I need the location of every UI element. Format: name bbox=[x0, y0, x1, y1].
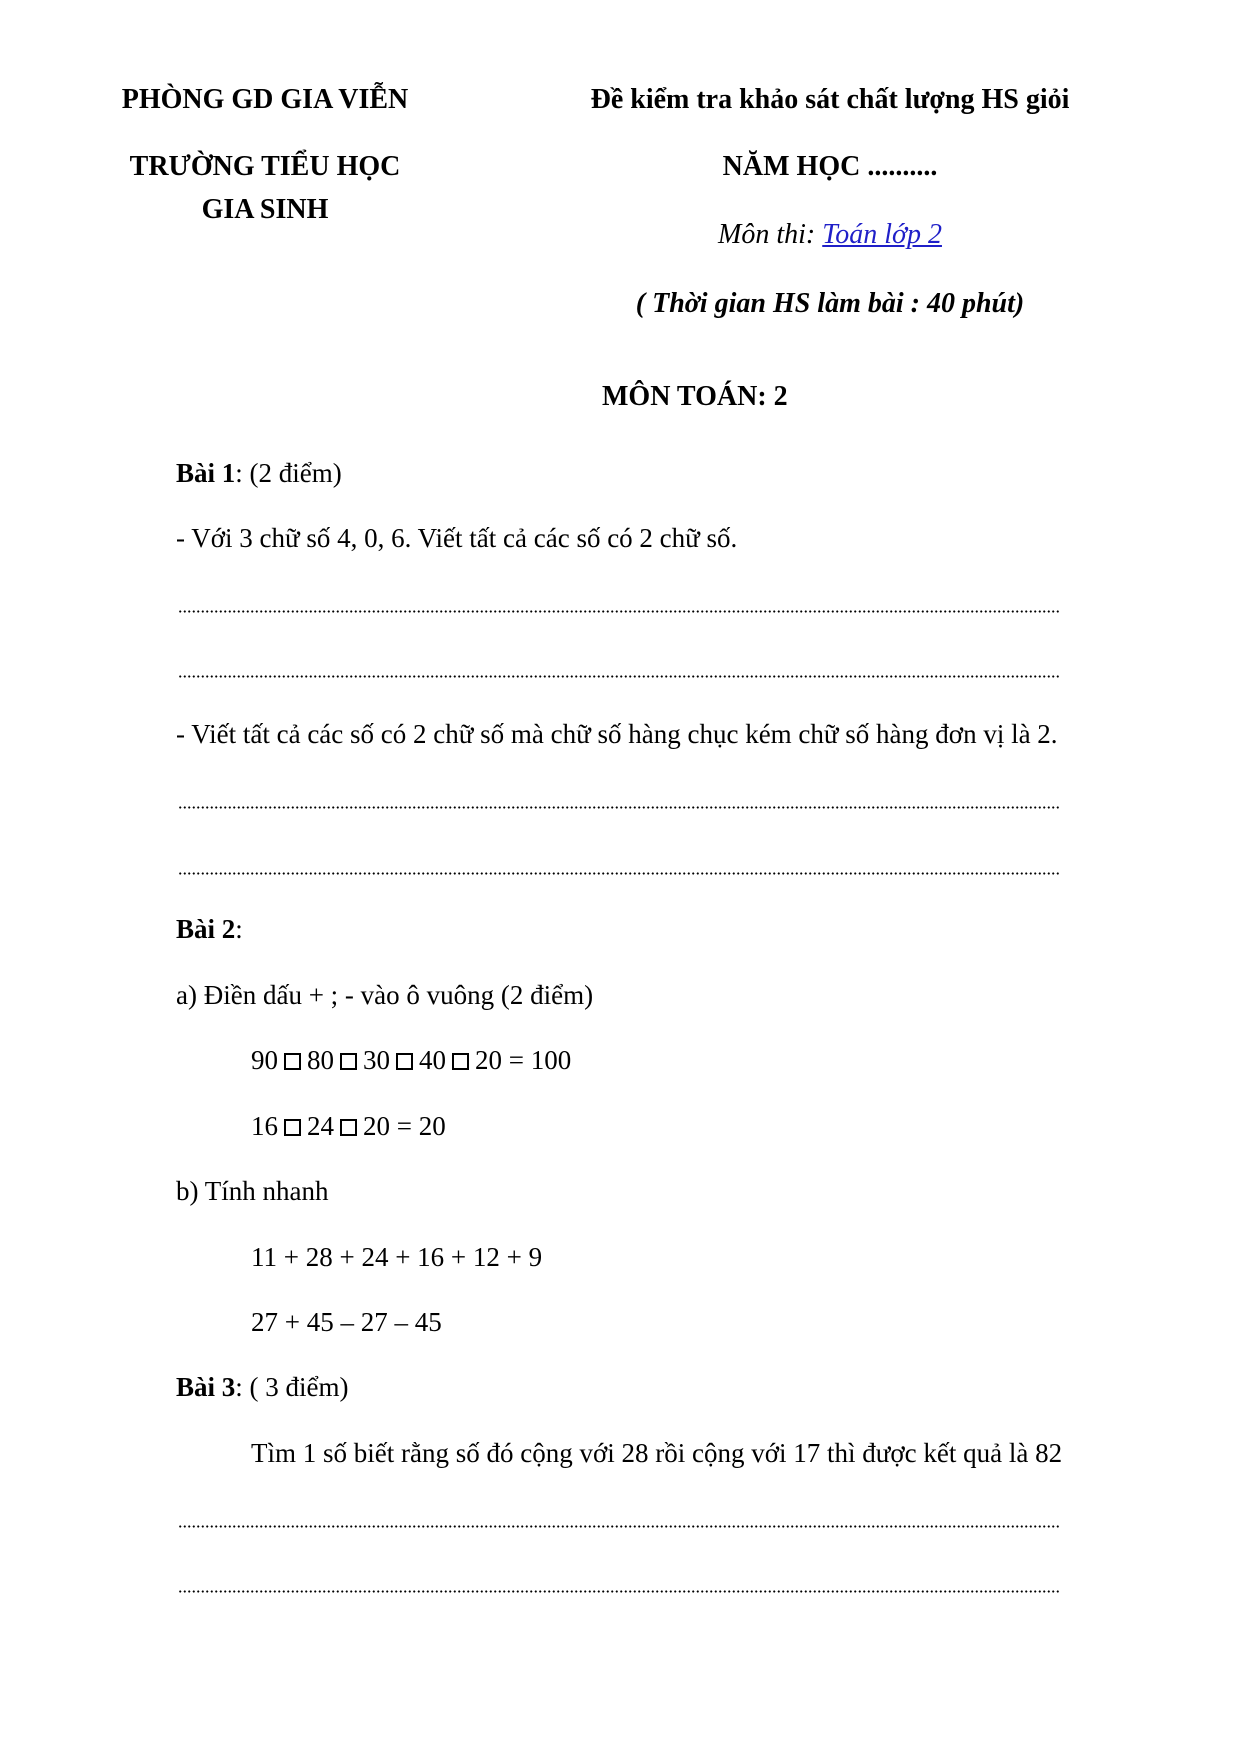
bai1-label: Bài 1 bbox=[176, 458, 236, 488]
sign-box[interactable] bbox=[340, 1119, 357, 1136]
subject-link[interactable]: Toán lớp 2 bbox=[822, 219, 942, 250]
bai2-part-b: b) Tính nhanh bbox=[176, 1176, 329, 1206]
answer-line-3[interactable] bbox=[178, 806, 1061, 809]
sign-box[interactable] bbox=[284, 1119, 301, 1136]
sign-box[interactable] bbox=[396, 1053, 413, 1070]
subject-prefix: Môn thi: bbox=[718, 219, 823, 250]
bai1-heading bbox=[176, 458, 342, 489]
exam-title: Đề kiểm tra khảo sát chất lượng HS giỏi bbox=[590, 84, 1070, 115]
answer-line-6[interactable] bbox=[178, 1590, 1061, 1593]
school-name-line2: GIA SINH bbox=[201, 194, 329, 225]
eq2-num: 24 bbox=[307, 1111, 334, 1141]
bai1-points: : (2 điểm) bbox=[235, 458, 342, 488]
subject-line bbox=[540, 219, 1120, 251]
bai3-points: : ( 3 điểm) bbox=[235, 1372, 349, 1402]
bai2-heading bbox=[176, 914, 243, 945]
equation-2 bbox=[251, 1111, 446, 1142]
bai3-label: Bài 3 bbox=[176, 1372, 236, 1402]
bai2-part-a: a) Điền dấu + ; - vào ô vuông (2 điểm) bbox=[176, 980, 594, 1010]
main-title: MÔN TOÁN: 2 bbox=[602, 381, 788, 412]
calc-1: 11 + 28 + 24 + 16 + 12 + 9 bbox=[251, 1242, 543, 1272]
bai1-question-2: - Viết tất cả các số có 2 chữ số mà chữ số hàng chục kém chữ số hàng đơn vị là 2. bbox=[176, 719, 1058, 749]
sign-box[interactable] bbox=[452, 1053, 469, 1070]
answer-line-2[interactable] bbox=[178, 675, 1061, 678]
bai2-label: Bài 2 bbox=[176, 914, 236, 944]
school-year: NĂM HỌC .......... bbox=[722, 151, 938, 182]
eq1-num: 20 = 100 bbox=[475, 1045, 572, 1075]
equation-1 bbox=[251, 1045, 571, 1076]
eq1-num: 80 bbox=[307, 1045, 334, 1075]
eq1-num: 30 bbox=[363, 1045, 390, 1075]
bai3-heading bbox=[176, 1372, 349, 1403]
answer-line-5[interactable] bbox=[178, 1525, 1061, 1528]
department-name: PHÒNG GD GIA VIỄN bbox=[121, 84, 409, 115]
bai2-suffix: : bbox=[235, 914, 243, 944]
answer-line-4[interactable] bbox=[178, 872, 1061, 875]
calc-2: 27 + 45 – 27 – 45 bbox=[251, 1307, 442, 1337]
eq1-num: 40 bbox=[419, 1045, 446, 1075]
bai1-question-1: - Với 3 chữ số 4, 0, 6. Viết tất cả các số có 2 chữ số. bbox=[176, 523, 738, 553]
time-limit: ( Thời gian HS làm bài : 40 phút) bbox=[635, 288, 1025, 319]
school-name-line1: TRƯỜNG TIỂU HỌC bbox=[129, 151, 401, 182]
eq2-num: 20 = 20 bbox=[363, 1111, 446, 1141]
sign-box[interactable] bbox=[284, 1053, 301, 1070]
eq1-num: 90 bbox=[251, 1045, 278, 1075]
sign-box[interactable] bbox=[340, 1053, 357, 1070]
eq2-num: 16 bbox=[251, 1111, 278, 1141]
answer-line-1[interactable] bbox=[178, 610, 1061, 613]
bai3-question: Tìm 1 số biết rằng số đó cộng với 28 rồi cộng với 17 thì được kết quả là 82 bbox=[251, 1438, 1063, 1468]
